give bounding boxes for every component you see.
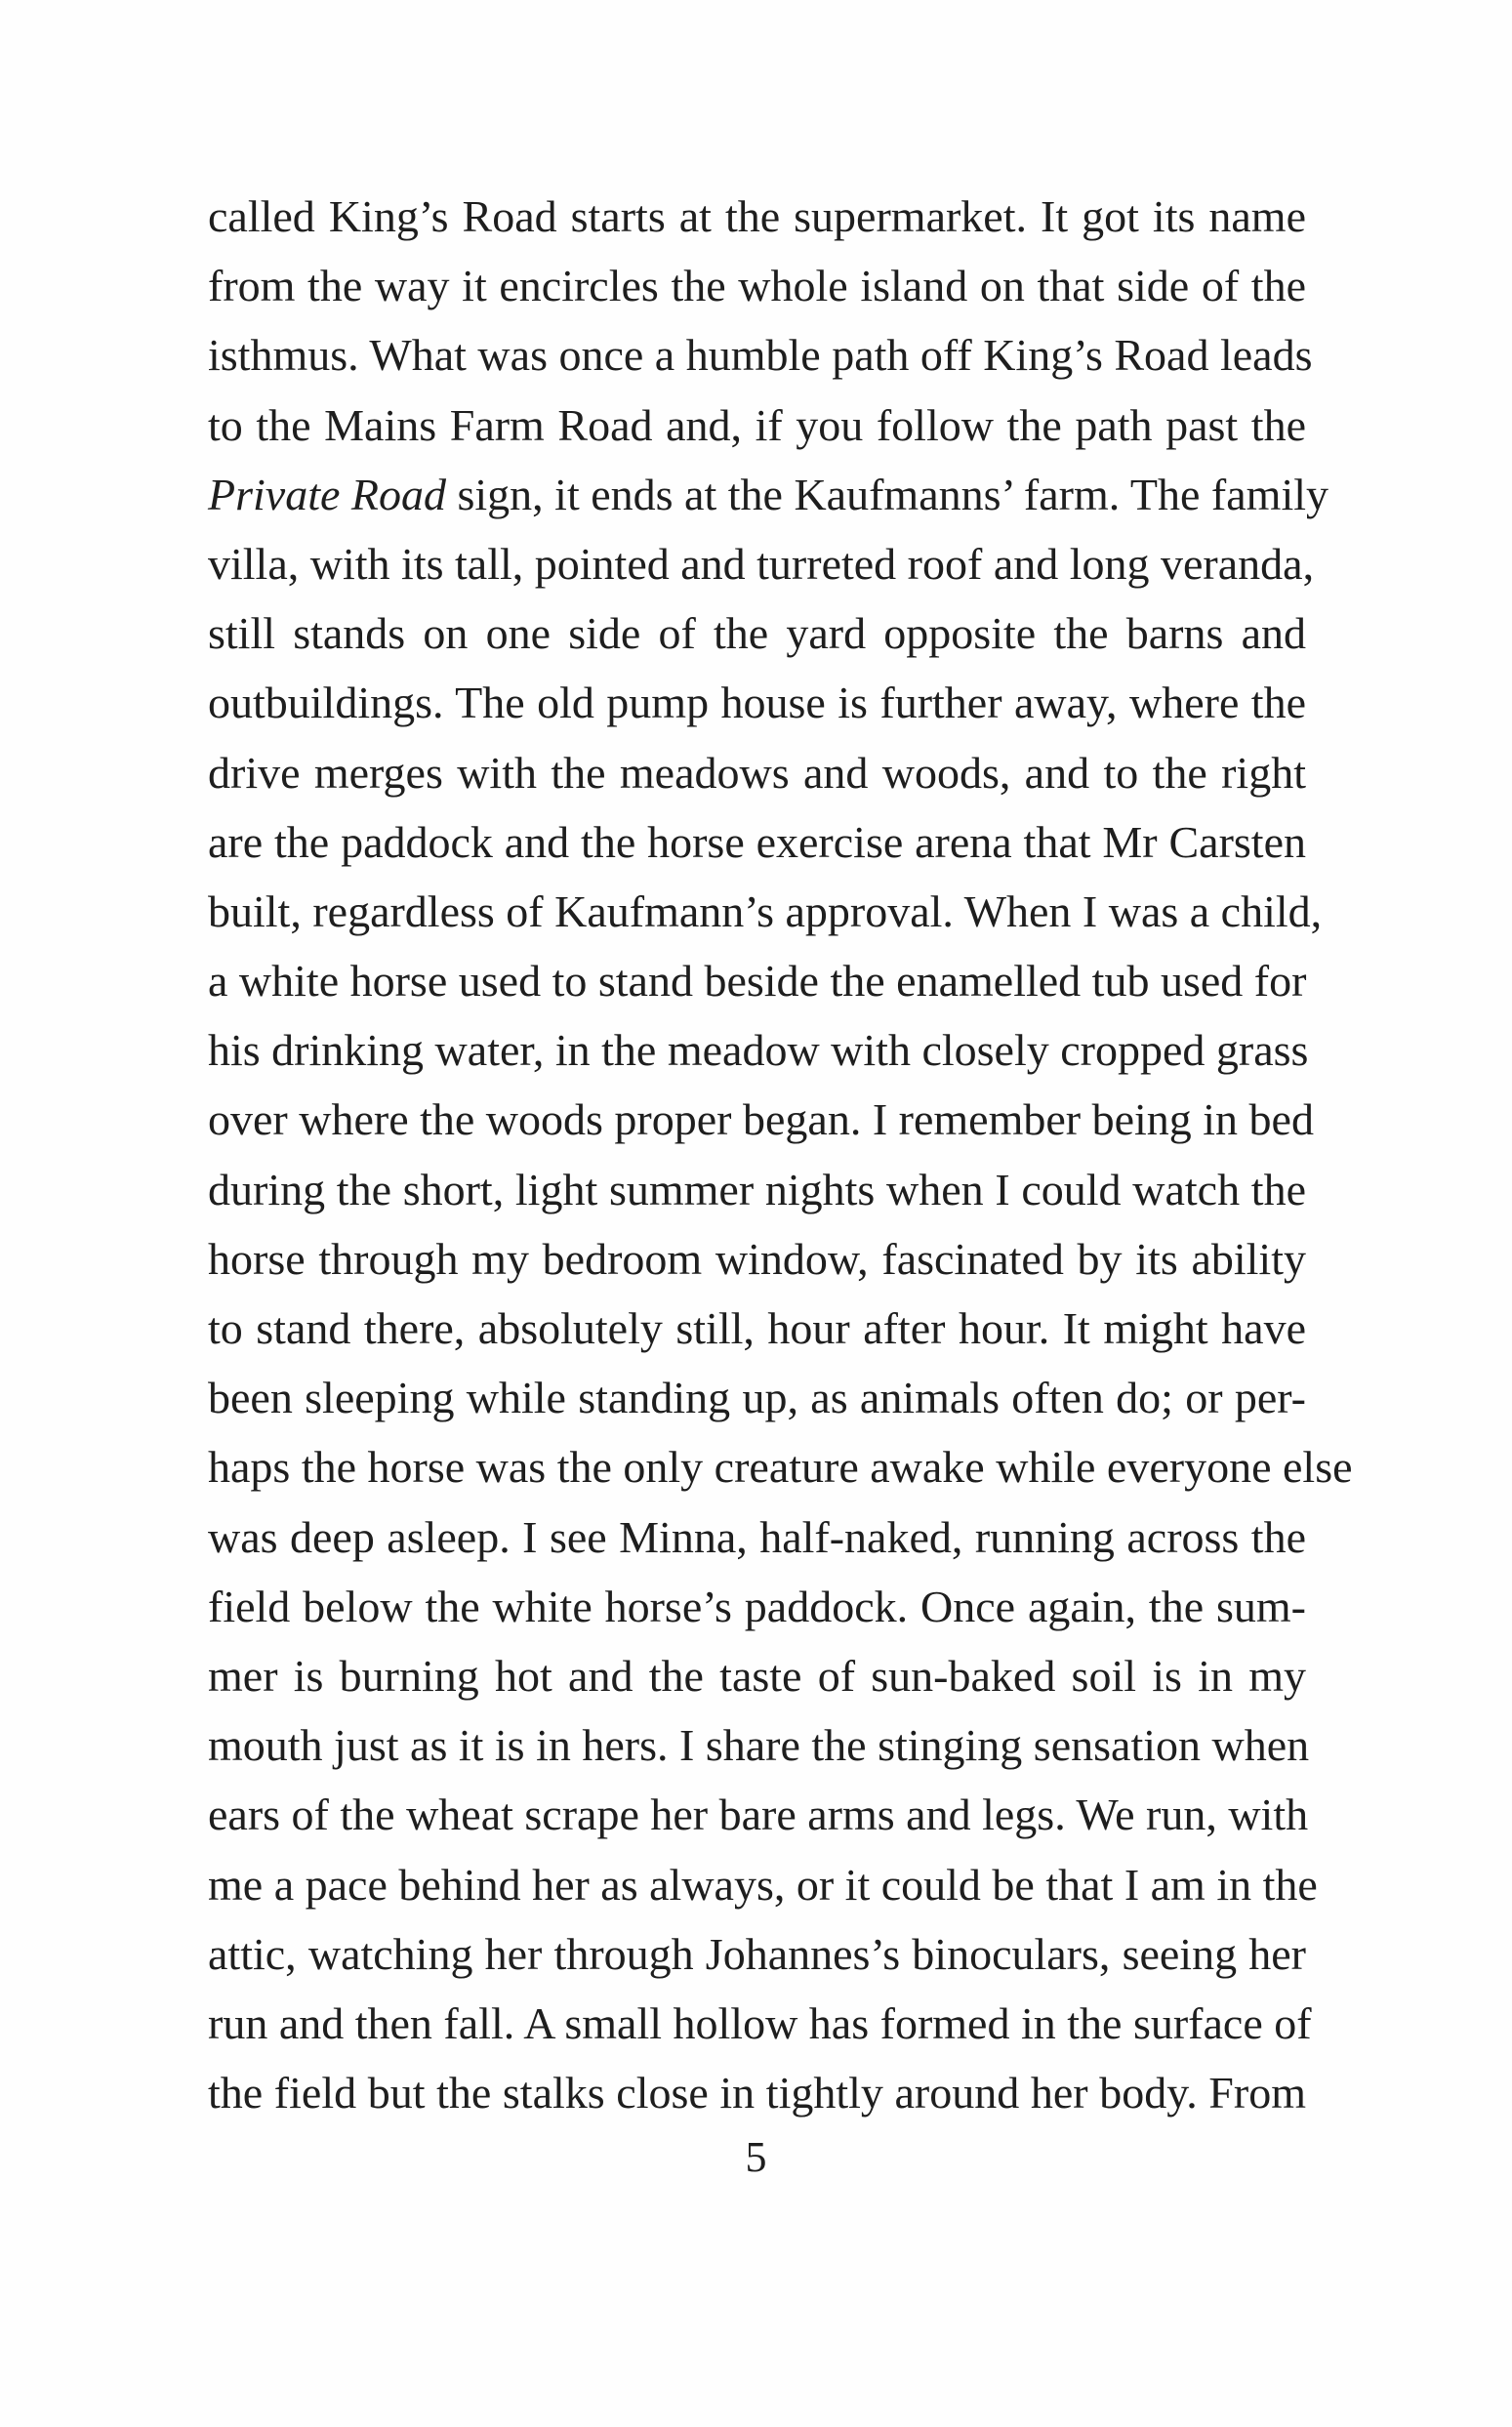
text-line: ears of the wheat scrape her bare arms and legs. We run, with xyxy=(208,1789,1309,1840)
text-line: during the short, light summer nights when I could watch the xyxy=(208,1164,1306,1214)
text-line: me a pace behind her as always, or it could be that I am in the xyxy=(208,1859,1318,1910)
text-line: been sleeping while standing up, as animals often do; or per- xyxy=(208,1373,1306,1423)
text-line: to stand there, absolutely still, hour after hour. It might have xyxy=(208,1303,1306,1353)
text-line: built, regardless of Kaufmann’s approval. When I was a child, xyxy=(208,885,1323,936)
text-line: was deep asleep. I see Minna, half-naked, running across the xyxy=(208,1511,1306,1562)
text-line: field below the white horse’s paddock. Once again, the sum- xyxy=(208,1581,1306,1631)
italic-sign-name: Private Road xyxy=(208,469,446,519)
page-number: 5 xyxy=(745,2133,767,2181)
text-line: over where the woods proper began. I remember being in bed xyxy=(208,1094,1314,1145)
text-line: haps the horse was the only creature awake while everyone else xyxy=(208,1442,1353,1493)
text-line: mouth just as it is in hers. I share the stinging sensation when xyxy=(208,1720,1310,1771)
text-line: his drinking water, in the meadow with closely cropped grass xyxy=(208,1025,1309,1076)
text-line: are the paddock and the horse exercise arena that Mr Carsten xyxy=(208,816,1306,867)
text-line: horse through my bedroom window, fascinated by its ability xyxy=(208,1233,1306,1284)
text-line: isthmus. What was once a humble path off King’s Road leads xyxy=(208,330,1313,381)
text-line: from the way it encircles the whole island on that side of the xyxy=(208,261,1306,311)
text-line-rest: sign, it ends at the Kaufmanns’ farm. The family xyxy=(446,469,1329,519)
text-line: run and then fall. A small hollow has formed in the surface of xyxy=(208,1997,1312,2048)
text-line: outbuildings. The old pump house is further away, where the xyxy=(208,678,1306,728)
text-line: to the Mains Farm Road and, if you follow the path past the xyxy=(208,399,1306,450)
text-line: the field but the stalks close in tightly around her body. From xyxy=(208,2068,1306,2118)
text-line: a white horse used to stand beside the enamelled tub used for xyxy=(208,956,1307,1007)
text-line: mer is burning hot and the taste of sun-baked soil is in my xyxy=(208,1650,1306,1701)
text-line: called King’s Road starts at the supermarket. It got its name xyxy=(208,191,1306,241)
text-line: still stands on one side of the yard opposite the barns and xyxy=(208,608,1306,659)
text-line: attic, watching her through Johannes’s binoculars, seeing her xyxy=(208,1928,1306,1979)
body-text xyxy=(208,182,1353,2127)
text-line: drive merges with the meadows and woods, and to the right xyxy=(208,747,1306,798)
text-line xyxy=(208,460,1329,529)
text-line: villa, with its tall, pointed and turreted roof and long veranda, xyxy=(208,538,1315,589)
